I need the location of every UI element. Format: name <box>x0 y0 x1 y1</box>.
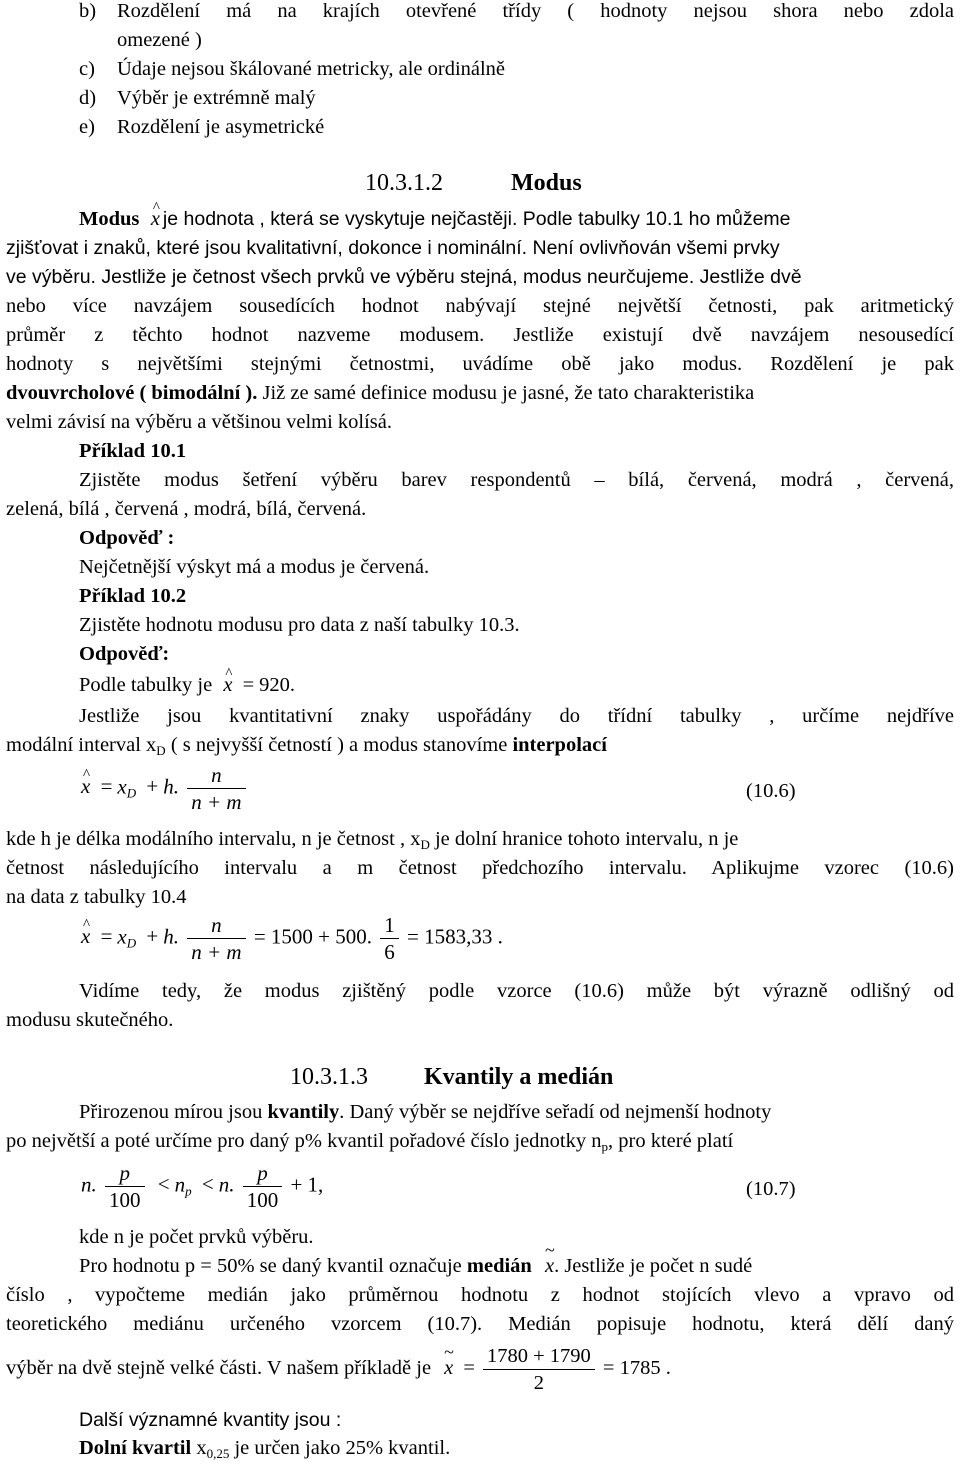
modus-para-line4: nebo více navzájem sousedících hodnot nabývají stejné největší četnosti, pak aritmetický <box>6 295 954 317</box>
term-bimodal: dvouvrcholové ( bimodální ). <box>6 382 258 404</box>
fraction <box>187 912 245 965</box>
formula-calculation <box>81 912 503 965</box>
interp-para-line2 <box>6 731 954 760</box>
plus-sign: + <box>146 924 159 949</box>
interp-para-line2-a: modální interval x <box>6 734 157 756</box>
after107-line5-a: výběr na dvě stejně velké části. V našem příkladě je <box>6 1357 432 1380</box>
formula-n: n. <box>218 1172 235 1197</box>
denominator: 6 <box>380 938 399 965</box>
example1-answer-label-text: Odpověď : <box>79 527 175 549</box>
numerator: n <box>211 763 222 787</box>
subscript: D <box>126 935 137 951</box>
kvantily-para-line2-b: , pro které platí <box>608 1130 734 1152</box>
subscript: 0,25 <box>206 1446 230 1461</box>
conclusion-line2: modusu skutečného. <box>6 1009 174 1031</box>
after107-line2 <box>79 1252 954 1281</box>
formula-10-6 <box>81 762 249 815</box>
after106-line1-a: kde h je délka modálního intervalu, n je četnost , x <box>6 828 421 850</box>
after106-line1-b: je dolní hranice tohoto intervalu, n je <box>434 828 739 850</box>
formula-calc-result: = 1583,33 . <box>407 924 503 949</box>
numerator: 1780 + 1790 <box>486 1345 591 1367</box>
list-item-e: Rozdělení je asymetrické <box>117 116 325 138</box>
equation-number-10-7: (10.7) <box>746 1178 796 1200</box>
example1-answer-label <box>79 524 954 553</box>
list-item-d: Výběr je extrémně malý <box>117 87 316 109</box>
example1-answer: Nejčetnější výskyt má a modus je červená. <box>79 556 430 578</box>
section-heading-kvantily <box>290 1061 613 1093</box>
list-label-d: d) <box>79 87 97 109</box>
median-symbol: ~ x <box>444 1354 453 1382</box>
example2-heading-text: Příklad 10.2 <box>79 585 187 607</box>
mode-symbol: ^ x <box>223 671 232 700</box>
section-number: 10.3.1.3 <box>290 1064 368 1090</box>
equals-sign: = <box>463 1357 475 1380</box>
denominator: n + m <box>187 938 245 965</box>
example2-answer <box>79 671 954 700</box>
modus-para-line5: průměr z těchto hodnot nazveme modusem. Jestliže existují dvě navzájem nesousedící <box>6 324 954 346</box>
fraction <box>483 1343 595 1396</box>
kvantily-para-line1-a: Přirozenou mírou jsou <box>79 1101 263 1123</box>
modus-para-line6: hodnoty s největšími stejnými četnostmi, uvádíme obě jako modus. Rozdělení je pak <box>6 353 954 375</box>
denominator: n + m <box>187 788 245 815</box>
after107-line1: kde n je počet prvků výběru. <box>79 1226 314 1248</box>
numerator: 1 <box>384 913 395 937</box>
numerator: p <box>119 1161 130 1185</box>
kvantily-para-line1-b: . Daný výběr se nejdříve seřadí od nejmenší hodnoty <box>339 1101 772 1123</box>
denominator: 100 <box>105 1186 145 1213</box>
fraction <box>187 762 245 815</box>
subscript: p <box>601 1139 608 1154</box>
subscript: D <box>126 785 137 801</box>
term-median: medián <box>466 1255 532 1277</box>
numerator: n <box>211 913 222 937</box>
fraction <box>105 1160 145 1213</box>
section-title: Kvantily a medián <box>424 1064 614 1090</box>
term-kvantily: kvantily <box>267 1101 340 1123</box>
after107-line4: teoretického mediánu určeného vzorcem (10.7). Medián popisuje hodnotu, která dělí daný <box>6 1313 954 1335</box>
example1-line2: zelená, bílá , červená , modrá, bílá, červená. <box>6 498 367 520</box>
list-label-b: b) <box>79 0 97 22</box>
term-lower-quartile: Dolní kvartil <box>79 1437 192 1459</box>
modus-para-line3: ve výběru. Jestliže je četnost všech prvků ve výběru stejná, modus neurčujeme. Jestliže dvě <box>6 266 802 288</box>
example2-answer-label <box>79 640 954 669</box>
less-than-sign: < <box>157 1172 170 1197</box>
formula-n: n. <box>81 1172 97 1197</box>
example1-line1: Zjistěte modus šetření výběru barev respondentů – bílá, červená, modrá , červená, <box>79 469 954 491</box>
interp-para-line2-b: ( s nejvyšší četností ) a modus stanovíme <box>170 734 508 756</box>
mode-symbol: ^ x <box>81 772 90 800</box>
subscript: p <box>185 1183 192 1199</box>
example2-answer-prefix: Podle tabulky je <box>79 674 213 696</box>
example2-line1: Zjistěte hodnotu modusu pro data z naší tabulky 10.3. <box>79 614 520 636</box>
kvantily-para-line2 <box>6 1127 954 1156</box>
formula-x: x <box>117 924 127 949</box>
equals-sign: = <box>100 774 113 799</box>
term-modus: Modus <box>79 208 140 230</box>
example2-heading <box>79 582 954 611</box>
example1-heading-text: Příklad 10.1 <box>79 440 187 462</box>
section-number: 10.3.1.2 <box>365 170 443 196</box>
kvantily-para-line1 <box>79 1098 954 1127</box>
modus-para-line2: zjišťovat i znaků, které jsou kvalitativní, dokonce i nominální. Není ovlivňován všemi prvky <box>6 237 780 259</box>
after107-line3: číslo , vypočteme medián jako průměrnou hodnotu z hodnot stojících vlevo a vpravo od <box>6 1284 954 1306</box>
equals-sign: = <box>100 924 113 949</box>
mode-symbol: ^ x <box>81 922 90 950</box>
after107-line2-b: . Jestliže je počet n sudé <box>554 1255 753 1277</box>
list-label-c: c) <box>79 58 95 80</box>
conclusion-line1: Vidíme tedy, že modus zjištěný podle vzorce (10.6) může být výrazně odlišný od <box>79 980 954 1002</box>
list-item-b-line1: Rozdělení má na krajích otevřené třídy ( hodnoty nejsou shora nebo zdola <box>117 0 954 22</box>
mode-symbol: ^ x <box>151 205 160 234</box>
after107-line2-a: Pro hodnotu p = 50% se daný kvantil označuje <box>79 1255 462 1277</box>
formula-10-7 <box>81 1160 323 1213</box>
equals-sign: = <box>242 674 255 696</box>
fraction <box>243 1160 283 1213</box>
formula-h: h. <box>163 774 179 799</box>
term-interpolation: interpolací <box>512 734 607 756</box>
plus-sign: + <box>146 774 159 799</box>
subscript: D <box>420 837 430 852</box>
modus-para-line1-text: je hodnota , která se vyskytuje nejčastěji. Podle tabulky 10.1 ho můžeme <box>162 208 791 230</box>
further-line2-b: je určen jako 25% kvantil. <box>234 1437 451 1459</box>
section-title: Modus <box>511 170 582 196</box>
formula-x: x <box>117 774 127 799</box>
section-heading-modus <box>365 167 582 199</box>
modus-para-line8: velmi závisí na výběru a většinou velmi kolísá. <box>6 411 392 433</box>
less-than-sign: < <box>201 1172 214 1197</box>
formula-calc-middle: = 1500 + 500. <box>253 924 373 949</box>
modus-para-line1 <box>79 205 954 234</box>
interp-para-line1: Jestliže jsou kvantitativní znaky uspořádány do třídní tabulky , určíme nejdříve <box>79 705 954 727</box>
formula-tail: + 1, <box>290 1172 324 1197</box>
denominator: 100 <box>243 1186 283 1213</box>
modus-para-line7-text: Již ze samé definice modusu je jasné, že tato charakteristika <box>262 382 755 404</box>
further-line1: Další významné kvantity jsou : <box>79 1409 342 1431</box>
numerator: p <box>257 1161 268 1185</box>
list-item-b-line2: omezené ) <box>117 29 202 51</box>
kvantily-para-line2-a: po největší a poté určíme pro daný p% kvantil pořadové číslo jednotky n <box>6 1130 602 1152</box>
after106-line3: na data z tabulky 10.4 <box>6 886 187 908</box>
after107-line5 <box>6 1343 954 1396</box>
denominator: 2 <box>483 1369 595 1396</box>
further-line2 <box>79 1434 954 1463</box>
further-line2-x: x <box>196 1437 207 1459</box>
after106-line1 <box>6 825 954 854</box>
after106-line2: četnost následujícího intervalu a m četnost předchozího intervalu. Aplikujme vzorec (10.6) <box>6 857 954 879</box>
list-item-c: Údaje nejsou škálované metricky, ale ordinálně <box>117 58 506 80</box>
example2-answer-label-text: Odpověď: <box>79 643 170 665</box>
modus-para-line7 <box>6 379 954 408</box>
subscript: D <box>156 743 166 758</box>
fraction <box>380 912 399 965</box>
formula-n: n <box>174 1172 186 1197</box>
equation-number-10-6: (10.6) <box>746 780 796 802</box>
example2-answer-value: 920. <box>259 674 296 696</box>
list-label-e: e) <box>79 116 95 138</box>
median-symbol: ~ x <box>545 1252 554 1281</box>
example1-heading <box>79 437 954 466</box>
median-result: = 1785 . <box>602 1357 671 1380</box>
formula-h: h. <box>163 924 179 949</box>
